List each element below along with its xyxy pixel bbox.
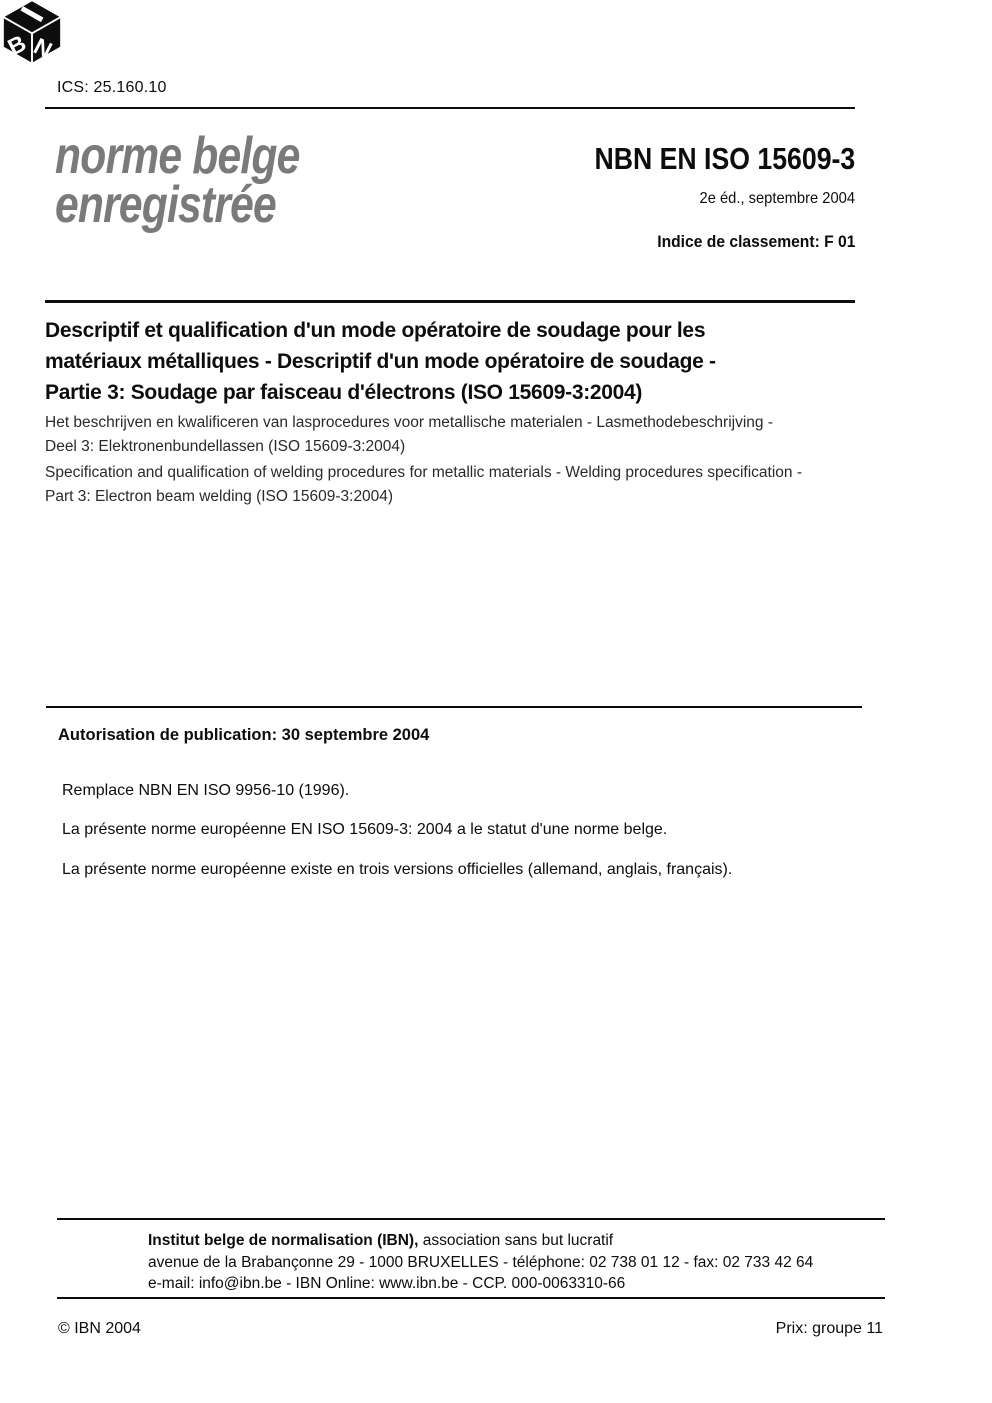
doc-type-heading — [55, 127, 300, 234]
header-rule — [45, 107, 855, 109]
copyright-notice: © IBN 2004 — [58, 1320, 141, 1337]
footer-contact-line: e-mail: info@ibn.be - IBN Online: www.ibn.be - CCP. 000-0063310-66 — [148, 1275, 626, 1292]
institute-association: association sans but lucratif — [418, 1232, 614, 1249]
footer-bottom-rule — [57, 1297, 885, 1299]
title-fr-line: Partie 3: Soudage par faisceau d'électrons (ISO 15609-3:2004) — [45, 381, 643, 404]
title-en — [45, 461, 875, 509]
authorization-paragraph: La présente norme européenne existe en trois versions officielles (allemand, anglais, français). — [62, 861, 733, 878]
authorization-paragraph: Remplace NBN EN ISO 9956-10 (1996). — [62, 782, 350, 799]
doc-type-line2: enregistrée — [55, 176, 276, 234]
ibn-logo — [0, 0, 64, 64]
doc-type-line1: norme belge — [55, 127, 300, 185]
ibn-logo-letter-b: B — [3, 29, 31, 61]
price-group: Prix: groupe 11 — [775, 1320, 883, 1337]
footer-top-rule — [57, 1218, 885, 1220]
footer-institute-line — [148, 1230, 813, 1252]
title-nl-line: Het beschrijven en kwalificeren van lasprocedures voor metallische materialen - Lasmethodebeschrijving - — [45, 414, 773, 431]
title-nl-line: Deel 3: Elektronenbundellassen (ISO 15609-3:2004) — [45, 438, 406, 455]
title-nl — [45, 411, 875, 459]
authorization-paragraph: La présente norme européenne EN ISO 15609-3: 2004 a le statut d'une norme belge. — [62, 821, 668, 838]
title-fr-line: Descriptif et qualification d'un mode opératoire de soudage pour les — [45, 319, 706, 342]
edition-date: 2e éd., septembre 2004 — [699, 190, 855, 207]
title-fr-line: matériaux métalliques - Descriptif d'un mode opératoire de soudage - — [45, 350, 716, 373]
ibn-logo-letter-n: N — [29, 32, 57, 64]
footer-address-line: avenue de la Brabançonne 29 - 1000 BRUXELLES - téléphone: 02 738 01 12 - fax: 02 733 42 64 — [148, 1253, 814, 1271]
standard-number: NBN EN ISO 15609-3 — [594, 141, 855, 176]
title-rule — [45, 300, 855, 303]
ics-code: ICS: 25.160.10 — [57, 79, 167, 96]
institute-name: Institut belge de normalisation (IBN), — [148, 1232, 419, 1249]
classification-index: Indice de classement: F 01 — [656, 232, 855, 251]
title-fr — [45, 315, 865, 408]
title-en-line: Part 3: Electron beam welding (ISO 15609-3:2004) — [45, 488, 394, 505]
authorization-heading: Autorisation de publication: 30 septembre 2004 — [58, 726, 430, 744]
footer-institute-block — [148, 1230, 813, 1295]
title-en-line: Specification and qualification of welding procedures for metallic materials - Welding procedures specification - — [45, 464, 803, 481]
authorization-rule — [46, 706, 862, 708]
